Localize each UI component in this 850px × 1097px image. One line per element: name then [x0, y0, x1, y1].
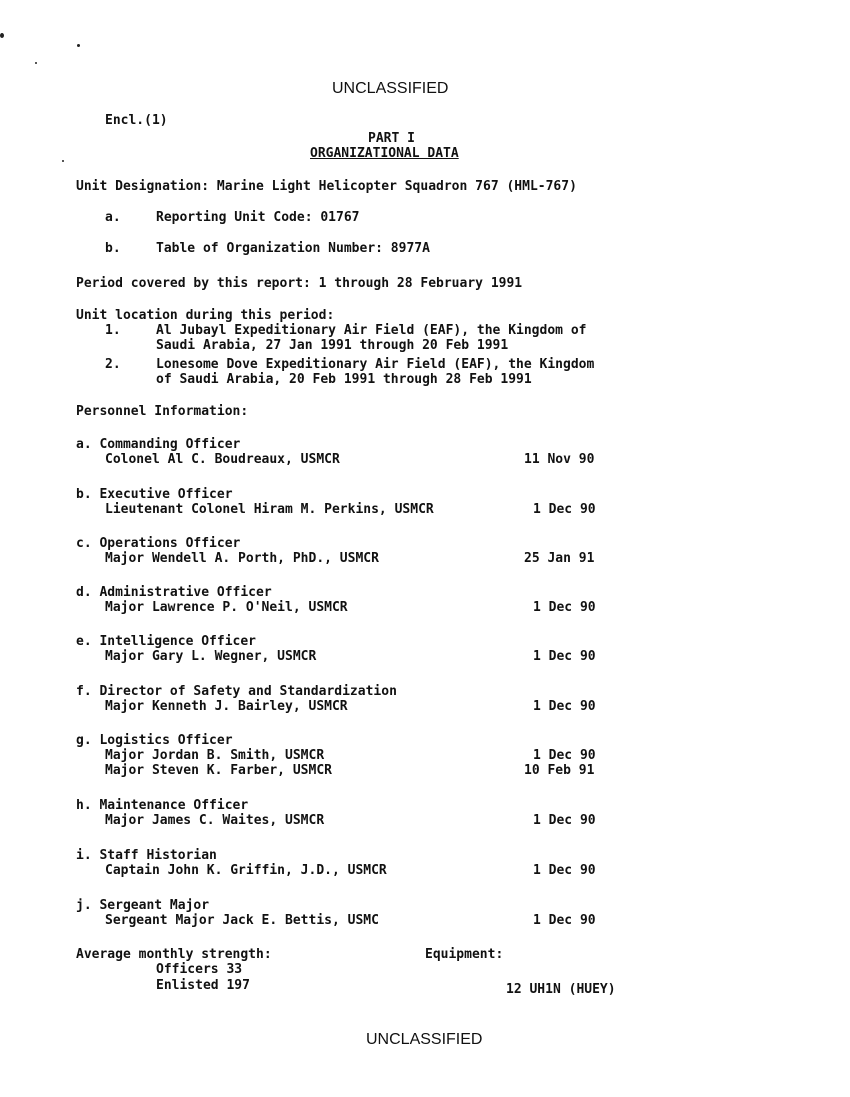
person-name: Major Kenneth J. Bairley, USMCR — [105, 699, 348, 714]
enclosure-label: Encl.(1) — [105, 113, 168, 128]
assignment-date: 1 Dec 90 — [533, 699, 596, 714]
enlisted-count: Enlisted 197 — [156, 978, 250, 993]
location-item-line: Lonesome Dove Expeditionary Air Field (EAF), the Kingdom — [156, 357, 595, 372]
person-name: Major Lawrence P. O'Neil, USMCR — [105, 600, 348, 615]
location-item-number: 1. — [105, 323, 121, 338]
person-name: Major Steven K. Farber, USMCR — [105, 763, 332, 778]
assignment-date: 1 Dec 90 — [533, 813, 596, 828]
position-title: c. Operations Officer — [76, 536, 241, 551]
position-title: e. Intelligence Officer — [76, 634, 257, 649]
person-name: Sergeant Major Jack E. Bettis, USMC — [105, 913, 379, 928]
assignment-date: 1 Dec 90 — [533, 863, 596, 878]
position-title: g. Logistics Officer — [76, 733, 233, 748]
position-title: b. Executive Officer — [76, 487, 233, 502]
officers-count: Officers 33 — [156, 962, 243, 977]
equipment-heading: Equipment: — [425, 947, 504, 962]
assignment-date: 10 Feb 91 — [524, 763, 595, 778]
classification-banner-bottom: UNCLASSIFIED — [366, 1031, 483, 1048]
person-name: Colonel Al C. Boudreaux, USMCR — [105, 452, 340, 467]
assignment-date: 25 Jan 91 — [524, 551, 595, 566]
position-title: a. Commanding Officer — [76, 437, 241, 452]
table-of-organization: Table of Organization Number: 8977A — [156, 241, 430, 256]
part-number: PART I — [368, 131, 415, 146]
table-org-letter: b. — [105, 241, 121, 256]
assignment-date: 1 Dec 90 — [533, 649, 596, 664]
location-item-line: Saudi Arabia, 27 Jan 1991 through 20 Feb 1991 — [156, 338, 509, 353]
person-name: Captain John K. Griffin, J.D., USMCR — [105, 863, 387, 878]
part-title: ORGANIZATIONAL DATA — [310, 146, 459, 161]
person-name: Major James C. Waites, USMCR — [105, 813, 325, 828]
period-covered: Period covered by this report: 1 through 28 February 1991 — [76, 276, 523, 291]
strength-heading: Average monthly strength: — [76, 947, 272, 962]
assignment-date: 1 Dec 90 — [533, 913, 596, 928]
location-item-line: Al Jubayl Expeditionary Air Field (EAF), the Kingdom of — [156, 323, 587, 338]
scan-speck — [0, 33, 4, 38]
position-title: f. Director of Safety and Standardization — [76, 684, 397, 699]
unit-designation: Unit Designation: Marine Light Helicopter Squadron 767 (HML-767) — [76, 179, 577, 194]
location-item-number: 2. — [105, 357, 121, 372]
position-title: i. Staff Historian — [76, 848, 217, 863]
position-title: j. Sergeant Major — [76, 898, 210, 913]
scan-speck — [62, 160, 64, 162]
equipment-item: 12 UH1N (HUEY) — [506, 982, 616, 997]
reporting-unit-code: Reporting Unit Code: 01767 — [156, 210, 360, 225]
person-name: Major Jordan B. Smith, USMCR — [105, 748, 325, 763]
assignment-date: 11 Nov 90 — [524, 452, 595, 467]
position-title: h. Maintenance Officer — [76, 798, 249, 813]
person-name: Major Wendell A. Porth, PhD., USMCR — [105, 551, 379, 566]
assignment-date: 1 Dec 90 — [533, 600, 596, 615]
scan-speck — [77, 44, 80, 47]
personnel-heading: Personnel Information: — [76, 404, 249, 419]
assignment-date: 1 Dec 90 — [533, 502, 596, 517]
person-name: Lieutenant Colonel Hiram M. Perkins, USMCR — [105, 502, 434, 517]
person-name: Major Gary L. Wegner, USMCR — [105, 649, 317, 664]
reporting-code-letter: a. — [105, 210, 121, 225]
scan-speck — [35, 62, 37, 64]
classification-banner-top: UNCLASSIFIED — [332, 80, 449, 97]
location-item-line: of Saudi Arabia, 20 Feb 1991 through 28 Feb 1991 — [156, 372, 532, 387]
position-title: d. Administrative Officer — [76, 585, 272, 600]
location-heading: Unit location during this period: — [76, 308, 335, 323]
assignment-date: 1 Dec 90 — [533, 748, 596, 763]
